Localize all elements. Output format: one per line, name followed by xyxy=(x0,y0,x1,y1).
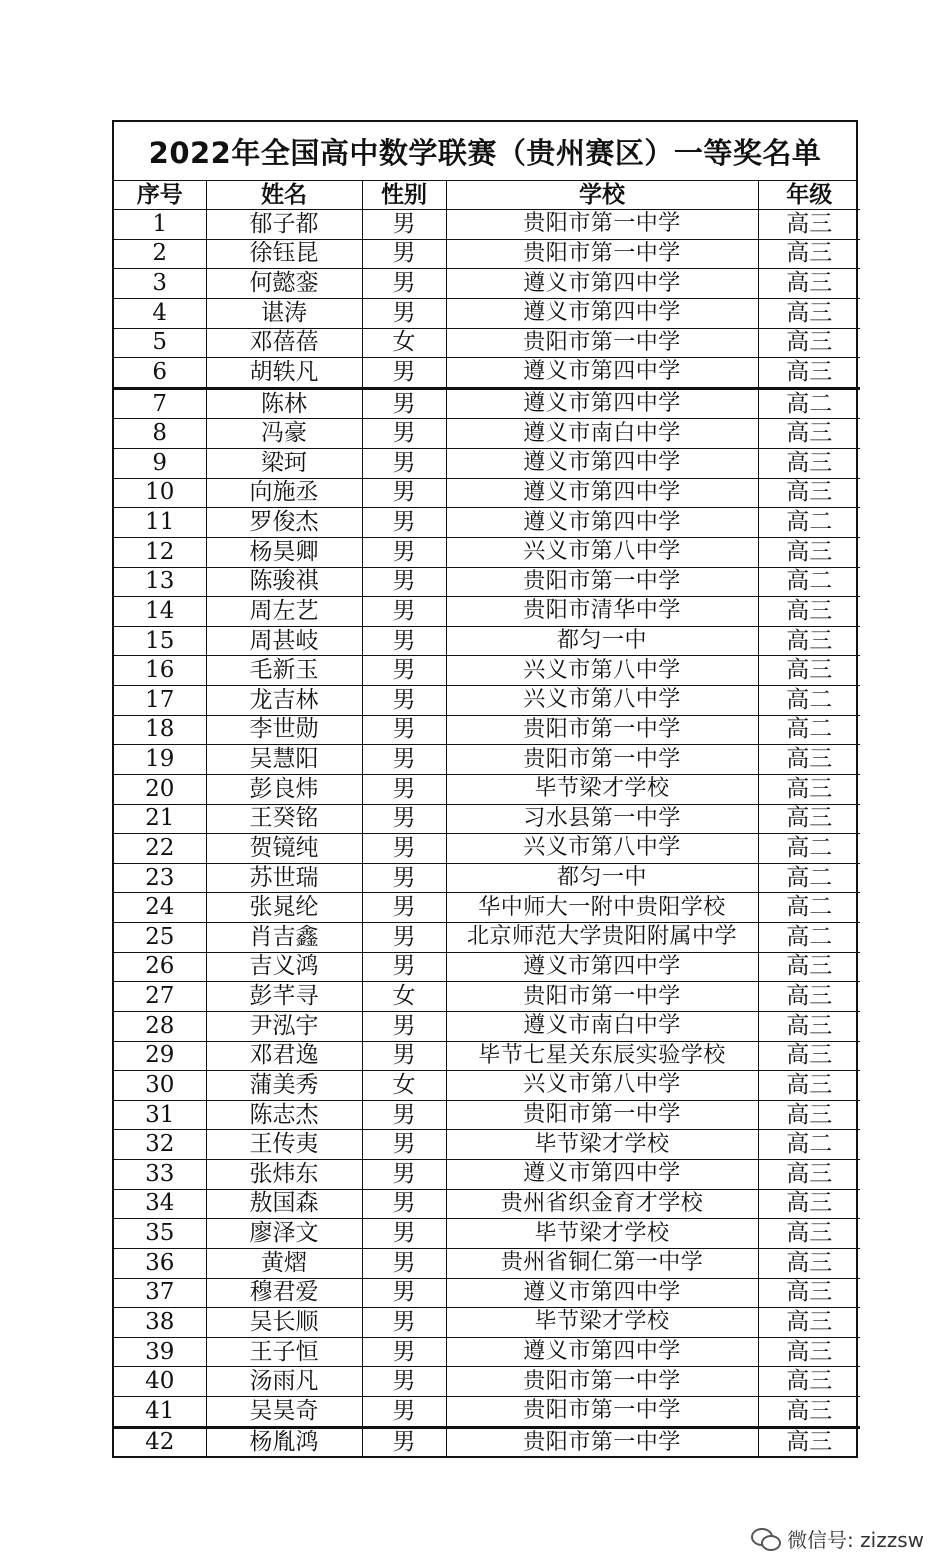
cell-index: 28 xyxy=(114,1011,206,1041)
table-row xyxy=(114,982,860,1012)
cell-gender: 男 xyxy=(362,1427,446,1457)
cell-index: 6 xyxy=(114,358,206,389)
cell-grade: 高三 xyxy=(758,1041,860,1071)
cell-grade: 高三 xyxy=(758,537,860,567)
cell-gender: 女 xyxy=(362,328,446,358)
cell-gender: 女 xyxy=(362,982,446,1012)
cell-index: 19 xyxy=(114,745,206,775)
watermark-text: 微信号: zizzsw xyxy=(787,1528,924,1552)
cell-gender: 男 xyxy=(362,508,446,538)
table-row xyxy=(114,1427,860,1457)
cell-grade: 高三 xyxy=(758,269,860,299)
cell-school: 贵阳市第一中学 xyxy=(446,239,758,269)
cell-name: 何懿銮 xyxy=(206,269,362,299)
table-row xyxy=(114,210,860,240)
cell-name: 龙吉林 xyxy=(206,686,362,716)
cell-school: 毕节梁才学校 xyxy=(446,1308,758,1338)
cell-gender: 女 xyxy=(362,1071,446,1101)
cell-grade: 高二 xyxy=(758,508,860,538)
cell-school: 毕节梁才学校 xyxy=(446,1219,758,1249)
cell-grade: 高三 xyxy=(758,1248,860,1278)
cell-grade: 高三 xyxy=(758,952,860,982)
cell-name: 谌涛 xyxy=(206,298,362,328)
cell-name: 徐钰昆 xyxy=(206,239,362,269)
cell-index: 12 xyxy=(114,537,206,567)
table-row xyxy=(114,1071,860,1101)
cell-index: 17 xyxy=(114,686,206,716)
cell-gender: 男 xyxy=(362,567,446,597)
cell-name: 蒲美秀 xyxy=(206,1071,362,1101)
table-row xyxy=(114,328,860,358)
table-row xyxy=(114,298,860,328)
cell-school: 贵阳市第一中学 xyxy=(446,745,758,775)
cell-grade: 高三 xyxy=(758,1337,860,1367)
cell-gender: 男 xyxy=(362,863,446,893)
table-row xyxy=(114,1100,860,1130)
table-row xyxy=(114,834,860,864)
cell-school: 兴义市第八中学 xyxy=(446,686,758,716)
cell-gender: 男 xyxy=(362,298,446,328)
table-row xyxy=(114,358,860,389)
cell-school: 都匀一中 xyxy=(446,626,758,656)
cell-school: 毕节七星关东辰实验学校 xyxy=(446,1041,758,1071)
cell-name: 廖泽文 xyxy=(206,1219,362,1249)
cell-name: 邓蓓蓓 xyxy=(206,328,362,358)
cell-gender: 男 xyxy=(362,1041,446,1071)
cell-name: 王子恒 xyxy=(206,1337,362,1367)
cell-grade: 高三 xyxy=(758,745,860,775)
cell-school: 贵阳市第一中学 xyxy=(446,210,758,240)
cell-grade: 高二 xyxy=(758,567,860,597)
cell-index: 42 xyxy=(114,1427,206,1457)
cell-grade: 高二 xyxy=(758,686,860,716)
table-row xyxy=(114,537,860,567)
cell-index: 22 xyxy=(114,834,206,864)
table-row xyxy=(114,1367,860,1397)
table-row xyxy=(114,863,860,893)
cell-grade: 高三 xyxy=(758,597,860,627)
cell-index: 5 xyxy=(114,328,206,358)
cell-index: 11 xyxy=(114,508,206,538)
cell-grade: 高三 xyxy=(758,419,860,449)
cell-name: 张炜东 xyxy=(206,1160,362,1190)
cell-gender: 男 xyxy=(362,1367,446,1397)
cell-index: 3 xyxy=(114,269,206,299)
table-row xyxy=(114,774,860,804)
cell-name: 吴昊奇 xyxy=(206,1397,362,1428)
cell-index: 40 xyxy=(114,1367,206,1397)
table-row xyxy=(114,715,860,745)
cell-gender: 男 xyxy=(362,745,446,775)
header-grade: 年级 xyxy=(758,181,860,210)
cell-school: 北京师范大学贵阳附属中学 xyxy=(446,923,758,953)
header-gender: 性别 xyxy=(362,181,446,210)
table-row xyxy=(114,745,860,775)
table-row xyxy=(114,478,860,508)
cell-name: 王传夷 xyxy=(206,1130,362,1160)
cell-grade: 高三 xyxy=(758,358,860,389)
table-row xyxy=(114,1278,860,1308)
cell-grade: 高三 xyxy=(758,1367,860,1397)
cell-school: 兴义市第八中学 xyxy=(446,1071,758,1101)
cell-school: 兴义市第八中学 xyxy=(446,656,758,686)
cell-gender: 男 xyxy=(362,834,446,864)
cell-school: 华中师大一附中贵阳学校 xyxy=(446,893,758,923)
cell-gender: 男 xyxy=(362,537,446,567)
cell-grade: 高三 xyxy=(758,1071,860,1101)
table-row xyxy=(114,1160,860,1190)
cell-index: 32 xyxy=(114,1130,206,1160)
cell-name: 毛新玉 xyxy=(206,656,362,686)
cell-gender: 男 xyxy=(362,952,446,982)
cell-school: 贵州省织金育才学校 xyxy=(446,1189,758,1219)
cell-grade: 高三 xyxy=(758,774,860,804)
cell-gender: 男 xyxy=(362,1308,446,1338)
cell-gender: 男 xyxy=(362,1219,446,1249)
award-table xyxy=(114,181,860,1457)
cell-grade: 高三 xyxy=(758,239,860,269)
cell-school: 贵阳市第一中学 xyxy=(446,1367,758,1397)
cell-grade: 高三 xyxy=(758,1219,860,1249)
cell-school: 兴义市第八中学 xyxy=(446,537,758,567)
cell-name: 吴长顺 xyxy=(206,1308,362,1338)
cell-gender: 男 xyxy=(362,1130,446,1160)
table-row xyxy=(114,923,860,953)
cell-index: 26 xyxy=(114,952,206,982)
cell-grade: 高三 xyxy=(758,626,860,656)
table-header-row xyxy=(114,181,860,210)
cell-grade: 高三 xyxy=(758,1189,860,1219)
cell-grade: 高三 xyxy=(758,478,860,508)
table-row xyxy=(114,952,860,982)
table-row xyxy=(114,567,860,597)
cell-index: 18 xyxy=(114,715,206,745)
cell-index: 30 xyxy=(114,1071,206,1101)
cell-grade: 高三 xyxy=(758,449,860,479)
cell-index: 21 xyxy=(114,804,206,834)
cell-school: 兴义市第八中学 xyxy=(446,834,758,864)
cell-name: 彭良炜 xyxy=(206,774,362,804)
cell-grade: 高二 xyxy=(758,893,860,923)
table-row xyxy=(114,508,860,538)
cell-index: 20 xyxy=(114,774,206,804)
header-school: 学校 xyxy=(446,181,758,210)
cell-index: 33 xyxy=(114,1160,206,1190)
cell-gender: 男 xyxy=(362,210,446,240)
cell-school: 遵义市第四中学 xyxy=(446,269,758,299)
cell-index: 2 xyxy=(114,239,206,269)
cell-school: 遵义市南白中学 xyxy=(446,1011,758,1041)
cell-school: 遵义市第四中学 xyxy=(446,508,758,538)
cell-gender: 男 xyxy=(362,923,446,953)
cell-grade: 高三 xyxy=(758,1278,860,1308)
cell-school: 遵义市第四中学 xyxy=(446,358,758,389)
table-row xyxy=(114,1248,860,1278)
cell-school: 遵义市第四中学 xyxy=(446,298,758,328)
cell-name: 周甚岐 xyxy=(206,626,362,656)
table-row xyxy=(114,1219,860,1249)
table-row xyxy=(114,656,860,686)
cell-gender: 男 xyxy=(362,419,446,449)
cell-grade: 高三 xyxy=(758,1100,860,1130)
cell-name: 邓君逸 xyxy=(206,1041,362,1071)
cell-gender: 男 xyxy=(362,239,446,269)
cell-name: 向施丞 xyxy=(206,478,362,508)
cell-grade: 高二 xyxy=(758,863,860,893)
cell-school: 遵义市第四中学 xyxy=(446,1337,758,1367)
cell-school: 遵义市第四中学 xyxy=(446,952,758,982)
wechat-watermark xyxy=(751,1524,924,1553)
cell-gender: 男 xyxy=(362,597,446,627)
award-list-sheet xyxy=(112,120,858,1458)
cell-school: 贵阳市第一中学 xyxy=(446,1397,758,1428)
cell-gender: 男 xyxy=(362,656,446,686)
cell-name: 周左艺 xyxy=(206,597,362,627)
cell-gender: 男 xyxy=(362,388,446,419)
table-row xyxy=(114,893,860,923)
cell-name: 黄熠 xyxy=(206,1248,362,1278)
table-row xyxy=(114,1397,860,1428)
table-row xyxy=(114,1130,860,1160)
cell-grade: 高二 xyxy=(758,834,860,864)
cell-index: 9 xyxy=(114,449,206,479)
cell-gender: 男 xyxy=(362,626,446,656)
cell-index: 31 xyxy=(114,1100,206,1130)
header-name: 姓名 xyxy=(206,181,362,210)
cell-index: 7 xyxy=(114,388,206,419)
document-title: 2022年全国高中数学联赛（贵州赛区）一等奖名单 xyxy=(114,122,856,181)
cell-index: 29 xyxy=(114,1041,206,1071)
cell-grade: 高二 xyxy=(758,1130,860,1160)
table-row xyxy=(114,419,860,449)
cell-index: 14 xyxy=(114,597,206,627)
cell-grade: 高三 xyxy=(758,210,860,240)
cell-name: 梁珂 xyxy=(206,449,362,479)
cell-name: 罗俊杰 xyxy=(206,508,362,538)
table-row xyxy=(114,1011,860,1041)
cell-index: 15 xyxy=(114,626,206,656)
cell-name: 吴慧阳 xyxy=(206,745,362,775)
cell-school: 贵阳市第一中学 xyxy=(446,1427,758,1457)
cell-gender: 男 xyxy=(362,478,446,508)
cell-gender: 男 xyxy=(362,1397,446,1428)
table-row xyxy=(114,269,860,299)
cell-name: 李世勋 xyxy=(206,715,362,745)
table-row xyxy=(114,1337,860,1367)
cell-name: 陈林 xyxy=(206,388,362,419)
cell-school: 遵义市第四中学 xyxy=(446,1160,758,1190)
cell-name: 苏世瑞 xyxy=(206,863,362,893)
cell-index: 8 xyxy=(114,419,206,449)
cell-gender: 男 xyxy=(362,269,446,299)
cell-school: 贵阳市第一中学 xyxy=(446,328,758,358)
cell-index: 24 xyxy=(114,893,206,923)
cell-school: 贵阳市第一中学 xyxy=(446,715,758,745)
cell-name: 彭芊寻 xyxy=(206,982,362,1012)
cell-gender: 男 xyxy=(362,449,446,479)
cell-grade: 高三 xyxy=(758,1427,860,1457)
cell-gender: 男 xyxy=(362,358,446,389)
table-row xyxy=(114,804,860,834)
cell-name: 张晁纶 xyxy=(206,893,362,923)
table-row xyxy=(114,449,860,479)
cell-name: 尹泓宇 xyxy=(206,1011,362,1041)
cell-index: 38 xyxy=(114,1308,206,1338)
cell-index: 4 xyxy=(114,298,206,328)
cell-index: 27 xyxy=(114,982,206,1012)
cell-grade: 高三 xyxy=(758,1308,860,1338)
cell-grade: 高三 xyxy=(758,982,860,1012)
cell-index: 37 xyxy=(114,1278,206,1308)
cell-gender: 男 xyxy=(362,686,446,716)
cell-grade: 高二 xyxy=(758,388,860,419)
cell-grade: 高二 xyxy=(758,715,860,745)
cell-grade: 高三 xyxy=(758,804,860,834)
table-row xyxy=(114,626,860,656)
cell-gender: 男 xyxy=(362,715,446,745)
cell-school: 习水县第一中学 xyxy=(446,804,758,834)
cell-name: 王癸铭 xyxy=(206,804,362,834)
table-row xyxy=(114,239,860,269)
cell-grade: 高三 xyxy=(758,1011,860,1041)
cell-index: 23 xyxy=(114,863,206,893)
cell-school: 贵州省铜仁第一中学 xyxy=(446,1248,758,1278)
cell-index: 34 xyxy=(114,1189,206,1219)
cell-gender: 男 xyxy=(362,1160,446,1190)
cell-grade: 高二 xyxy=(758,923,860,953)
cell-index: 13 xyxy=(114,567,206,597)
cell-school: 毕节梁才学校 xyxy=(446,774,758,804)
cell-index: 39 xyxy=(114,1337,206,1367)
cell-school: 贵阳市第一中学 xyxy=(446,982,758,1012)
cell-name: 陈志杰 xyxy=(206,1100,362,1130)
cell-gender: 男 xyxy=(362,1278,446,1308)
wechat-icon xyxy=(751,1526,781,1552)
cell-gender: 男 xyxy=(362,1100,446,1130)
cell-index: 36 xyxy=(114,1248,206,1278)
cell-name: 吉义鸿 xyxy=(206,952,362,982)
cell-grade: 高三 xyxy=(758,1160,860,1190)
table-row xyxy=(114,1189,860,1219)
cell-school: 都匀一中 xyxy=(446,863,758,893)
cell-name: 杨胤鸿 xyxy=(206,1427,362,1457)
cell-index: 25 xyxy=(114,923,206,953)
cell-school: 遵义市第四中学 xyxy=(446,388,758,419)
cell-name: 陈骏祺 xyxy=(206,567,362,597)
table-row xyxy=(114,388,860,419)
cell-name: 郁子都 xyxy=(206,210,362,240)
cell-name: 敖国森 xyxy=(206,1189,362,1219)
cell-gender: 男 xyxy=(362,804,446,834)
cell-school: 毕节梁才学校 xyxy=(446,1130,758,1160)
cell-name: 穆君爱 xyxy=(206,1278,362,1308)
cell-gender: 男 xyxy=(362,774,446,804)
cell-school: 遵义市第四中学 xyxy=(446,1278,758,1308)
table-row xyxy=(114,597,860,627)
cell-name: 肖吉鑫 xyxy=(206,923,362,953)
table-row xyxy=(114,1041,860,1071)
cell-name: 贺镜纯 xyxy=(206,834,362,864)
cell-grade: 高三 xyxy=(758,1397,860,1428)
cell-name: 胡轶凡 xyxy=(206,358,362,389)
cell-gender: 男 xyxy=(362,1189,446,1219)
cell-index: 1 xyxy=(114,210,206,240)
cell-name: 杨昊卿 xyxy=(206,537,362,567)
cell-school: 遵义市第四中学 xyxy=(446,478,758,508)
cell-school: 遵义市南白中学 xyxy=(446,419,758,449)
cell-index: 10 xyxy=(114,478,206,508)
cell-gender: 男 xyxy=(362,1248,446,1278)
cell-index: 16 xyxy=(114,656,206,686)
cell-grade: 高三 xyxy=(758,328,860,358)
cell-school: 贵阳市第一中学 xyxy=(446,1100,758,1130)
cell-name: 冯豪 xyxy=(206,419,362,449)
cell-school: 遵义市第四中学 xyxy=(446,449,758,479)
cell-grade: 高三 xyxy=(758,298,860,328)
cell-index: 35 xyxy=(114,1219,206,1249)
cell-name: 汤雨凡 xyxy=(206,1367,362,1397)
cell-index: 41 xyxy=(114,1397,206,1428)
cell-gender: 男 xyxy=(362,1337,446,1367)
cell-grade: 高三 xyxy=(758,656,860,686)
cell-gender: 男 xyxy=(362,1011,446,1041)
cell-school: 贵阳市清华中学 xyxy=(446,597,758,627)
cell-school: 贵阳市第一中学 xyxy=(446,567,758,597)
table-row xyxy=(114,686,860,716)
cell-gender: 男 xyxy=(362,893,446,923)
table-row xyxy=(114,1308,860,1338)
header-index: 序号 xyxy=(114,181,206,210)
